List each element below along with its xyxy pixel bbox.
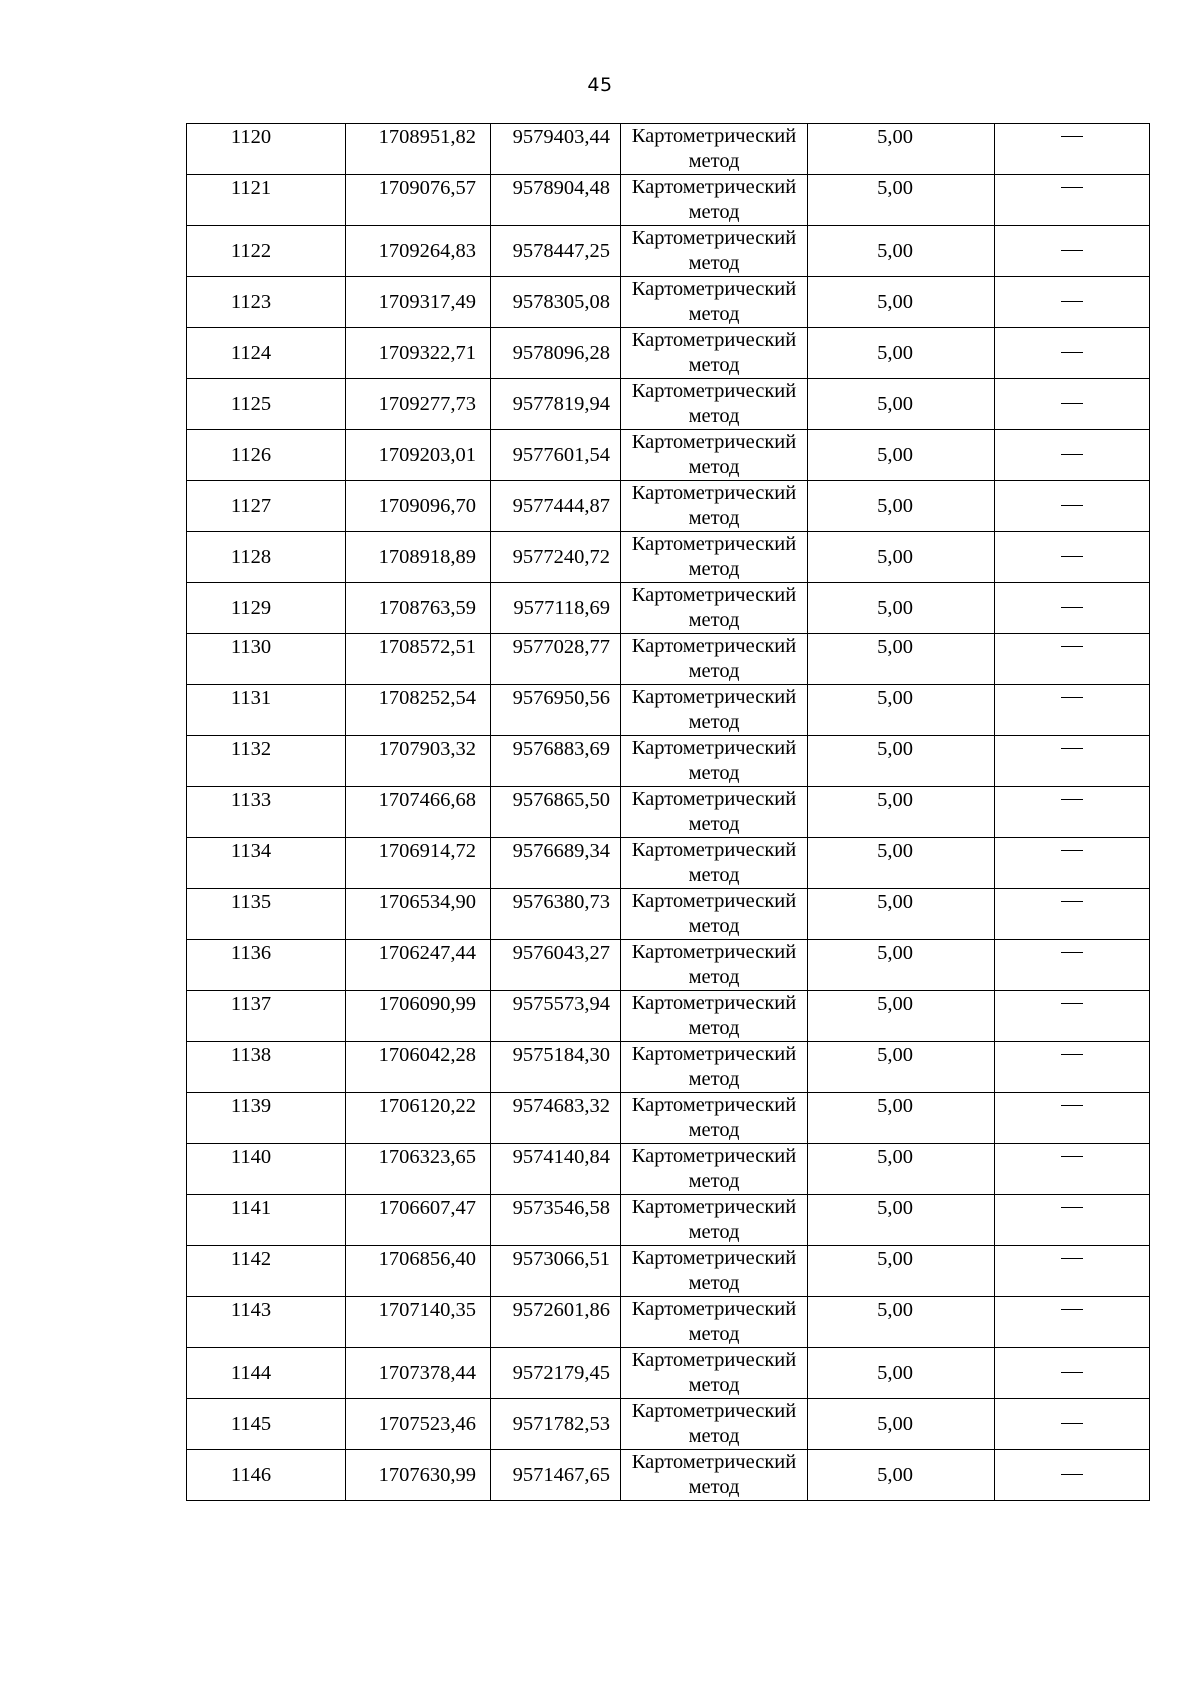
dash-mark xyxy=(1061,901,1083,902)
dash-mark xyxy=(1061,301,1083,302)
dash-mark xyxy=(1061,952,1083,953)
x-coordinate-cell: 1706120,22 xyxy=(346,1093,491,1144)
dash-mark xyxy=(1061,1207,1083,1208)
description-cell xyxy=(995,328,1150,379)
method-line-1: Картометрический xyxy=(631,533,797,555)
method-line-2: метод xyxy=(688,354,740,376)
table-row xyxy=(187,634,1150,685)
dash-mark xyxy=(1061,1309,1083,1310)
dash-mark xyxy=(1061,1258,1083,1259)
method-line-1: Картометрический xyxy=(631,431,797,453)
table-row xyxy=(187,838,1150,889)
point-number-cell: 1145 xyxy=(187,1399,346,1450)
y-coordinate-cell: 9577028,77 xyxy=(491,634,621,685)
point-number-cell: 1128 xyxy=(187,532,346,583)
dash-mark xyxy=(1061,607,1083,608)
x-coordinate-cell: 1708951,82 xyxy=(346,124,491,175)
method-line-1: Картометрический xyxy=(631,125,797,147)
y-coordinate-cell: 9577444,87 xyxy=(491,481,621,532)
description-cell xyxy=(995,226,1150,277)
method-line-2: метод xyxy=(688,1119,740,1141)
dash-mark xyxy=(1061,850,1083,851)
description-cell xyxy=(995,991,1150,1042)
method-line-2: метод xyxy=(688,558,740,580)
description-cell xyxy=(995,379,1150,430)
accuracy-cell: 5,00 xyxy=(808,991,995,1042)
method-line-2: метод xyxy=(688,1476,740,1498)
method-cell xyxy=(621,1399,808,1450)
method-line-1: Картометрический xyxy=(631,1145,797,1167)
dash-mark xyxy=(1061,1156,1083,1157)
accuracy-cell: 5,00 xyxy=(808,1246,995,1297)
x-coordinate-cell: 1708918,89 xyxy=(346,532,491,583)
method-cell xyxy=(621,481,808,532)
method-line-1: Картометрический xyxy=(631,329,797,351)
table-row xyxy=(187,379,1150,430)
x-coordinate-cell: 1709322,71 xyxy=(346,328,491,379)
method-line-2: метод xyxy=(688,660,740,682)
x-coordinate-cell: 1709277,73 xyxy=(346,379,491,430)
description-cell xyxy=(995,277,1150,328)
point-number-cell: 1125 xyxy=(187,379,346,430)
method-line-2: метод xyxy=(688,303,740,325)
method-cell xyxy=(621,991,808,1042)
method-cell xyxy=(621,1042,808,1093)
method-line-2: метод xyxy=(688,507,740,529)
y-coordinate-cell: 9574683,32 xyxy=(491,1093,621,1144)
accuracy-cell: 5,00 xyxy=(808,583,995,634)
method-line-1: Картометрический xyxy=(631,227,797,249)
table-row xyxy=(187,532,1150,583)
accuracy-cell: 5,00 xyxy=(808,940,995,991)
method-line-1: Картометрический xyxy=(631,380,797,402)
method-line-2: метод xyxy=(688,252,740,274)
x-coordinate-cell: 1707523,46 xyxy=(346,1399,491,1450)
description-cell xyxy=(995,1144,1150,1195)
x-coordinate-cell: 1706607,47 xyxy=(346,1195,491,1246)
method-line-2: метод xyxy=(688,864,740,886)
dash-mark xyxy=(1061,748,1083,749)
point-number-cell: 1131 xyxy=(187,685,346,736)
method-cell xyxy=(621,1450,808,1501)
description-cell xyxy=(995,583,1150,634)
method-line-1: Картометрический xyxy=(631,278,797,300)
table-row xyxy=(187,328,1150,379)
x-coordinate-cell: 1708572,51 xyxy=(346,634,491,685)
coordinates-table xyxy=(186,123,1150,1501)
table-row xyxy=(187,1297,1150,1348)
description-cell xyxy=(995,124,1150,175)
method-cell xyxy=(621,328,808,379)
x-coordinate-cell: 1709076,57 xyxy=(346,175,491,226)
y-coordinate-cell: 9576380,73 xyxy=(491,889,621,940)
y-coordinate-cell: 9576950,56 xyxy=(491,685,621,736)
accuracy-cell: 5,00 xyxy=(808,328,995,379)
dash-mark xyxy=(1061,1372,1083,1373)
method-line-1: Картометрический xyxy=(631,584,797,606)
point-number-cell: 1136 xyxy=(187,940,346,991)
point-number-cell: 1130 xyxy=(187,634,346,685)
method-line-1: Картометрический xyxy=(631,992,797,1014)
accuracy-cell: 5,00 xyxy=(808,634,995,685)
method-line-1: Картометрический xyxy=(631,1247,797,1269)
y-coordinate-cell: 9578904,48 xyxy=(491,175,621,226)
point-number-cell: 1134 xyxy=(187,838,346,889)
method-line-1: Картометрический xyxy=(631,941,797,963)
description-cell xyxy=(995,1093,1150,1144)
x-coordinate-cell: 1706323,65 xyxy=(346,1144,491,1195)
table-row xyxy=(187,1348,1150,1399)
method-cell xyxy=(621,379,808,430)
point-number-cell: 1132 xyxy=(187,736,346,787)
point-number-cell: 1143 xyxy=(187,1297,346,1348)
description-cell xyxy=(995,481,1150,532)
method-cell xyxy=(621,1195,808,1246)
table-row xyxy=(187,736,1150,787)
table-row xyxy=(187,1195,1150,1246)
method-line-2: метод xyxy=(688,966,740,988)
description-cell xyxy=(995,1195,1150,1246)
method-line-1: Картометрический xyxy=(631,686,797,708)
dash-mark xyxy=(1061,505,1083,506)
method-line-1: Картометрический xyxy=(631,839,797,861)
method-line-2: метод xyxy=(688,456,740,478)
y-coordinate-cell: 9573066,51 xyxy=(491,1246,621,1297)
point-number-cell: 1126 xyxy=(187,430,346,481)
accuracy-cell: 5,00 xyxy=(808,838,995,889)
y-coordinate-cell: 9577601,54 xyxy=(491,430,621,481)
table-row xyxy=(187,226,1150,277)
method-line-2: метод xyxy=(688,1374,740,1396)
y-coordinate-cell: 9576865,50 xyxy=(491,787,621,838)
accuracy-cell: 5,00 xyxy=(808,481,995,532)
method-line-2: метод xyxy=(688,1221,740,1243)
accuracy-cell: 5,00 xyxy=(808,379,995,430)
y-coordinate-cell: 9578447,25 xyxy=(491,226,621,277)
table-row xyxy=(187,583,1150,634)
table-row xyxy=(187,430,1150,481)
method-line-2: метод xyxy=(688,1272,740,1294)
method-cell xyxy=(621,1348,808,1399)
table-row xyxy=(187,889,1150,940)
point-number-cell: 1121 xyxy=(187,175,346,226)
y-coordinate-cell: 9579403,44 xyxy=(491,124,621,175)
point-number-cell: 1122 xyxy=(187,226,346,277)
method-cell xyxy=(621,124,808,175)
point-number-cell: 1139 xyxy=(187,1093,346,1144)
method-line-2: метод xyxy=(688,1170,740,1192)
method-line-2: метод xyxy=(688,201,740,223)
point-number-cell: 1120 xyxy=(187,124,346,175)
table-row xyxy=(187,991,1150,1042)
method-cell xyxy=(621,226,808,277)
method-line-2: метод xyxy=(688,711,740,733)
table-row xyxy=(187,124,1150,175)
x-coordinate-cell: 1707630,99 xyxy=(346,1450,491,1501)
y-coordinate-cell: 9574140,84 xyxy=(491,1144,621,1195)
point-number-cell: 1123 xyxy=(187,277,346,328)
description-cell xyxy=(995,430,1150,481)
description-cell xyxy=(995,1450,1150,1501)
dash-mark xyxy=(1061,187,1083,188)
table-row xyxy=(187,481,1150,532)
table-row xyxy=(187,1450,1150,1501)
method-line-2: метод xyxy=(688,150,740,172)
x-coordinate-cell: 1708252,54 xyxy=(346,685,491,736)
point-number-cell: 1135 xyxy=(187,889,346,940)
description-cell xyxy=(995,940,1150,991)
method-line-1: Картометрический xyxy=(631,1451,797,1473)
accuracy-cell: 5,00 xyxy=(808,277,995,328)
x-coordinate-cell: 1709317,49 xyxy=(346,277,491,328)
y-coordinate-cell: 9571782,53 xyxy=(491,1399,621,1450)
table-row xyxy=(187,685,1150,736)
method-line-1: Картометрический xyxy=(631,482,797,504)
dash-mark xyxy=(1061,799,1083,800)
point-number-cell: 1124 xyxy=(187,328,346,379)
dash-mark xyxy=(1061,136,1083,137)
description-cell xyxy=(995,1399,1150,1450)
method-line-2: метод xyxy=(688,1017,740,1039)
method-line-1: Картометрический xyxy=(631,890,797,912)
description-cell xyxy=(995,175,1150,226)
accuracy-cell: 5,00 xyxy=(808,124,995,175)
description-cell xyxy=(995,685,1150,736)
accuracy-cell: 5,00 xyxy=(808,685,995,736)
method-cell xyxy=(621,277,808,328)
description-cell xyxy=(995,532,1150,583)
dash-mark xyxy=(1061,250,1083,251)
x-coordinate-cell: 1706090,99 xyxy=(346,991,491,1042)
method-line-1: Картометрический xyxy=(631,1400,797,1422)
method-line-2: метод xyxy=(688,1323,740,1345)
accuracy-cell: 5,00 xyxy=(808,787,995,838)
dash-mark xyxy=(1061,1423,1083,1424)
y-coordinate-cell: 9577240,72 xyxy=(491,532,621,583)
table-row xyxy=(187,1042,1150,1093)
dash-mark xyxy=(1061,1105,1083,1106)
table-row xyxy=(187,940,1150,991)
method-line-1: Картометрический xyxy=(631,635,797,657)
dash-mark xyxy=(1061,403,1083,404)
accuracy-cell: 5,00 xyxy=(808,175,995,226)
description-cell xyxy=(995,1297,1150,1348)
y-coordinate-cell: 9577118,69 xyxy=(491,583,621,634)
method-cell xyxy=(621,736,808,787)
description-cell xyxy=(995,1348,1150,1399)
accuracy-cell: 5,00 xyxy=(808,889,995,940)
accuracy-cell: 5,00 xyxy=(808,1450,995,1501)
accuracy-cell: 5,00 xyxy=(808,1348,995,1399)
method-line-2: метод xyxy=(688,762,740,784)
x-coordinate-cell: 1709096,70 xyxy=(346,481,491,532)
description-cell xyxy=(995,787,1150,838)
y-coordinate-cell: 9573546,58 xyxy=(491,1195,621,1246)
method-line-2: метод xyxy=(688,915,740,937)
method-cell xyxy=(621,634,808,685)
dash-mark xyxy=(1061,1474,1083,1475)
y-coordinate-cell: 9572601,86 xyxy=(491,1297,621,1348)
method-line-2: метод xyxy=(688,813,740,835)
method-cell xyxy=(621,1246,808,1297)
x-coordinate-cell: 1708763,59 xyxy=(346,583,491,634)
y-coordinate-cell: 9575184,30 xyxy=(491,1042,621,1093)
y-coordinate-cell: 9576689,34 xyxy=(491,838,621,889)
table-row xyxy=(187,1093,1150,1144)
method-line-1: Картометрический xyxy=(631,788,797,810)
table-body xyxy=(187,124,1150,1501)
description-cell xyxy=(995,634,1150,685)
x-coordinate-cell: 1706856,40 xyxy=(346,1246,491,1297)
point-number-cell: 1133 xyxy=(187,787,346,838)
description-cell xyxy=(995,736,1150,787)
accuracy-cell: 5,00 xyxy=(808,1042,995,1093)
y-coordinate-cell: 9576883,69 xyxy=(491,736,621,787)
point-number-cell: 1144 xyxy=(187,1348,346,1399)
table-row xyxy=(187,1144,1150,1195)
point-number-cell: 1127 xyxy=(187,481,346,532)
accuracy-cell: 5,00 xyxy=(808,1399,995,1450)
table-row xyxy=(187,175,1150,226)
method-line-1: Картометрический xyxy=(631,176,797,198)
dash-mark xyxy=(1061,556,1083,557)
dash-mark xyxy=(1061,1054,1083,1055)
table-row xyxy=(187,1399,1150,1450)
method-line-1: Картометрический xyxy=(631,737,797,759)
y-coordinate-cell: 9571467,65 xyxy=(491,1450,621,1501)
x-coordinate-cell: 1707903,32 xyxy=(346,736,491,787)
x-coordinate-cell: 1709264,83 xyxy=(346,226,491,277)
method-line-1: Картометрический xyxy=(631,1196,797,1218)
y-coordinate-cell: 9578305,08 xyxy=(491,277,621,328)
page-number: 45 xyxy=(587,74,613,96)
point-number-cell: 1137 xyxy=(187,991,346,1042)
x-coordinate-cell: 1706534,90 xyxy=(346,889,491,940)
point-number-cell: 1146 xyxy=(187,1450,346,1501)
accuracy-cell: 5,00 xyxy=(808,1144,995,1195)
method-line-1: Картометрический xyxy=(631,1298,797,1320)
table-row xyxy=(187,277,1150,328)
point-number-cell: 1140 xyxy=(187,1144,346,1195)
method-cell xyxy=(621,838,808,889)
method-line-2: метод xyxy=(688,609,740,631)
method-cell xyxy=(621,940,808,991)
accuracy-cell: 5,00 xyxy=(808,1297,995,1348)
accuracy-cell: 5,00 xyxy=(808,226,995,277)
method-cell xyxy=(621,787,808,838)
method-cell xyxy=(621,430,808,481)
method-line-1: Картометрический xyxy=(631,1349,797,1371)
dash-mark xyxy=(1061,352,1083,353)
method-cell xyxy=(621,889,808,940)
accuracy-cell: 5,00 xyxy=(808,430,995,481)
y-coordinate-cell: 9578096,28 xyxy=(491,328,621,379)
method-cell xyxy=(621,1144,808,1195)
method-line-1: Картометрический xyxy=(631,1094,797,1116)
x-coordinate-cell: 1707466,68 xyxy=(346,787,491,838)
dash-mark xyxy=(1061,697,1083,698)
x-coordinate-cell: 1706247,44 xyxy=(346,940,491,991)
method-line-2: метод xyxy=(688,405,740,427)
description-cell xyxy=(995,838,1150,889)
x-coordinate-cell: 1707140,35 xyxy=(346,1297,491,1348)
method-line-1: Картометрический xyxy=(631,1043,797,1065)
dash-mark xyxy=(1061,454,1083,455)
x-coordinate-cell: 1709203,01 xyxy=(346,430,491,481)
accuracy-cell: 5,00 xyxy=(808,532,995,583)
x-coordinate-cell: 1706914,72 xyxy=(346,838,491,889)
method-line-2: метод xyxy=(688,1425,740,1447)
method-cell xyxy=(621,175,808,226)
description-cell xyxy=(995,1042,1150,1093)
accuracy-cell: 5,00 xyxy=(808,1195,995,1246)
method-cell xyxy=(621,583,808,634)
point-number-cell: 1129 xyxy=(187,583,346,634)
table-row xyxy=(187,787,1150,838)
point-number-cell: 1141 xyxy=(187,1195,346,1246)
method-cell xyxy=(621,1093,808,1144)
point-number-cell: 1138 xyxy=(187,1042,346,1093)
y-coordinate-cell: 9576043,27 xyxy=(491,940,621,991)
point-number-cell: 1142 xyxy=(187,1246,346,1297)
accuracy-cell: 5,00 xyxy=(808,1093,995,1144)
method-cell xyxy=(621,685,808,736)
y-coordinate-cell: 9572179,45 xyxy=(491,1348,621,1399)
dash-mark xyxy=(1061,646,1083,647)
x-coordinate-cell: 1706042,28 xyxy=(346,1042,491,1093)
table-row xyxy=(187,1246,1150,1297)
y-coordinate-cell: 9577819,94 xyxy=(491,379,621,430)
method-line-2: метод xyxy=(688,1068,740,1090)
dash-mark xyxy=(1061,1003,1083,1004)
method-cell xyxy=(621,1297,808,1348)
accuracy-cell: 5,00 xyxy=(808,736,995,787)
y-coordinate-cell: 9575573,94 xyxy=(491,991,621,1042)
method-cell xyxy=(621,532,808,583)
x-coordinate-cell: 1707378,44 xyxy=(346,1348,491,1399)
description-cell xyxy=(995,1246,1150,1297)
description-cell xyxy=(995,889,1150,940)
